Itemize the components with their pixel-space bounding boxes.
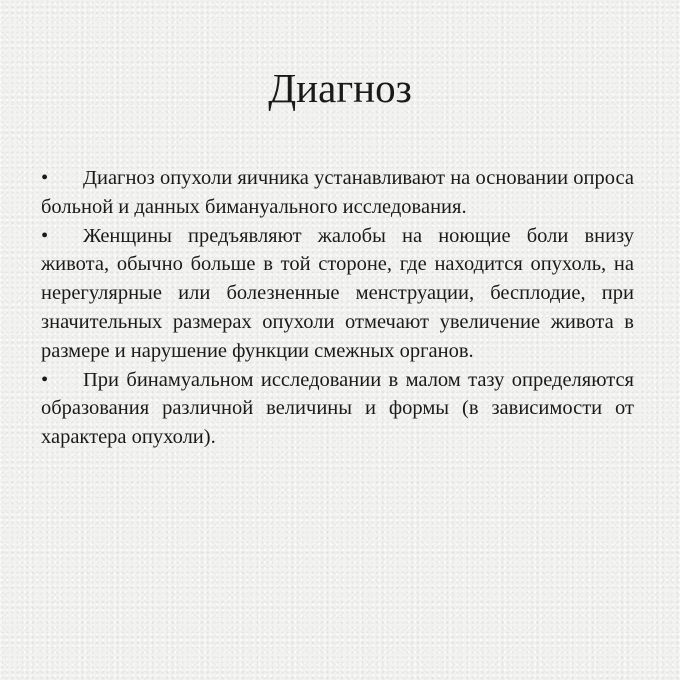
bullet-item <box>41 366 634 452</box>
bullet-item <box>41 164 634 222</box>
slide-title: Диагноз <box>268 65 412 111</box>
bullet-text: Женщины предъявляют жалобы на ноющие боли внизу живота, обычно больше в той стороне, где находится опухоль, на нерегулярные или болезненные менструации, бесплодие, при значительных размерах опухоли отмечают увеличение живота в размере и нарушение функции смежных органов. <box>41 224 634 362</box>
bullet-text: Диагноз опухоли яичника устанавливают на основании опроса больной и данных бимануального исследования. <box>41 167 634 218</box>
bullet-text: При бинамуальном исследовании в малом тазу определяются образования различной величины и формы (в зависимости от характера опухоли). <box>41 368 634 449</box>
bullet-item <box>41 222 634 366</box>
bullet-list <box>41 164 634 452</box>
bullet-icon: • <box>41 224 49 247</box>
bullet-icon: • <box>41 167 49 189</box>
bullet-icon: • <box>41 368 49 391</box>
